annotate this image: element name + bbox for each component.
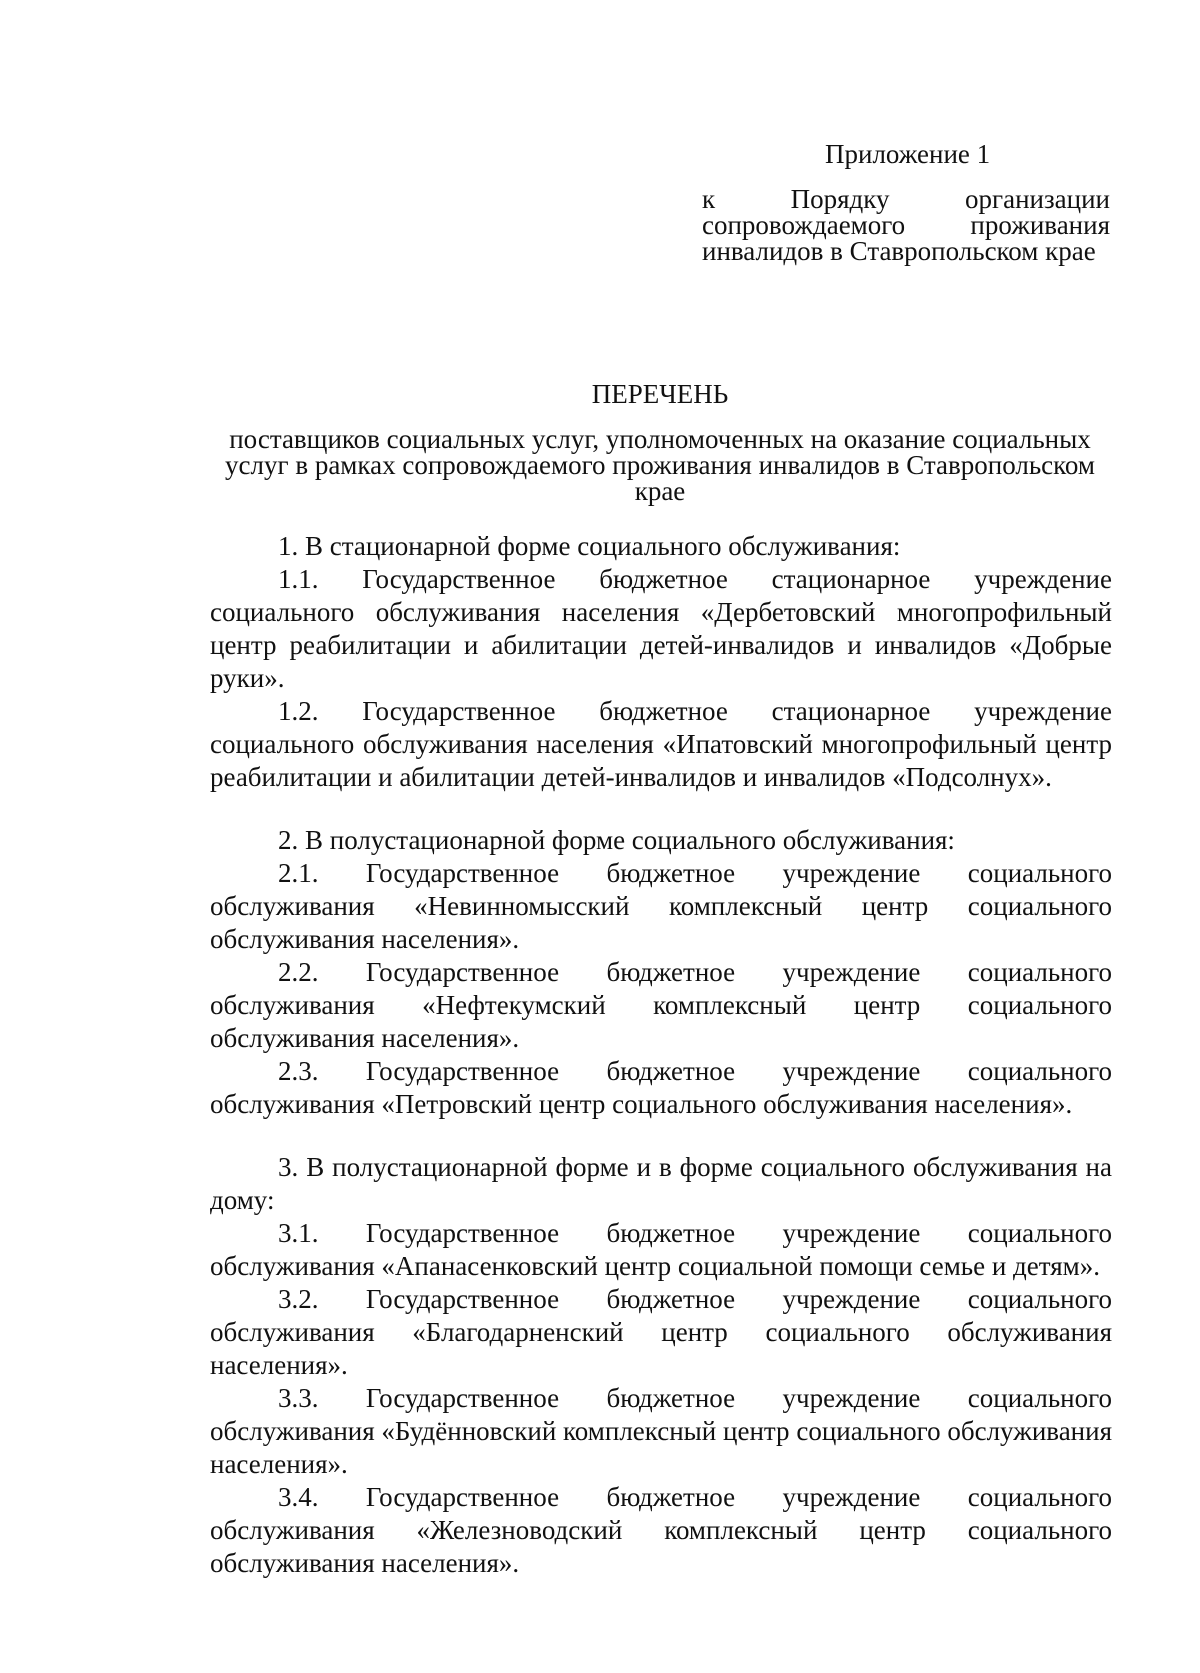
section-heading: 1. В стационарной форме социального обслуживания: — [278, 531, 901, 561]
list-item: 3.2. Государственное бюджетное учреждение социального обслуживания «Благодарненский центр социального обслуживания населения». — [210, 1284, 1112, 1380]
appendix-label: Приложение 1 — [825, 139, 991, 169]
list-item: 2.1. Государственное бюджетное учреждение социального обслуживания «Невинномысский комплексный центр социального обслуживания населения». — [210, 858, 1112, 954]
list-item: 2.3. Государственное бюджетное учреждение социального обслуживания «Петровский центр социального обслуживания населения». — [210, 1056, 1112, 1119]
list-item: 1.1. Государственное бюджетное стационарное учреждение социального обслуживания населения «Дербетовский многопрофильный центр реабилитации и абилитации детей-инвалидов и инвалидов «Добрые руки». — [210, 564, 1112, 693]
section-heading: 2. В полустационарной форме социального обслуживания: — [278, 825, 955, 855]
section-1 — [210, 530, 1112, 794]
document-body — [210, 530, 1112, 1580]
list-item: 3.4. Государственное бюджетное учреждение социального обслуживания «Железноводский комплексный центр социального обслуживания населения». — [210, 1482, 1112, 1578]
list-item: 3.3. Государственное бюджетное учреждение социального обслуживания «Будённовский комплексный центр социального обслуживания населения». — [210, 1383, 1112, 1479]
appendix-reference: к Порядку организации сопровождаемого проживания инвалидов в Ставропольском крае — [702, 184, 1110, 266]
section-2 — [210, 824, 1112, 1121]
section-heading: 3. В полустационарной форме и в форме социального обслуживания на дому: — [210, 1152, 1112, 1215]
list-item: 3.1. Государственное бюджетное учреждение социального обслуживания «Апанасенковский центр социальной помощи семье и детям». — [210, 1218, 1112, 1281]
document-subtitle: поставщиков социальных услуг, уполномоченных на оказание социальных услуг в рамках сопровождаемого проживания инвалидов в Ставропольском крае — [225, 424, 1095, 506]
section-3 — [210, 1151, 1112, 1580]
list-item: 2.2. Государственное бюджетное учреждение социального обслуживания «Нефтекумский комплексный центр социального обслуживания населения». — [210, 957, 1112, 1053]
document-title: ПЕРЕЧЕНЬ — [591, 379, 729, 409]
list-item: 1.2. Государственное бюджетное стационарное учреждение социального обслуживания населения «Ипатовский многопрофильный центр реабилитации и абилитации детей-инвалидов и инвалидов «Подсолнух». — [210, 696, 1112, 792]
